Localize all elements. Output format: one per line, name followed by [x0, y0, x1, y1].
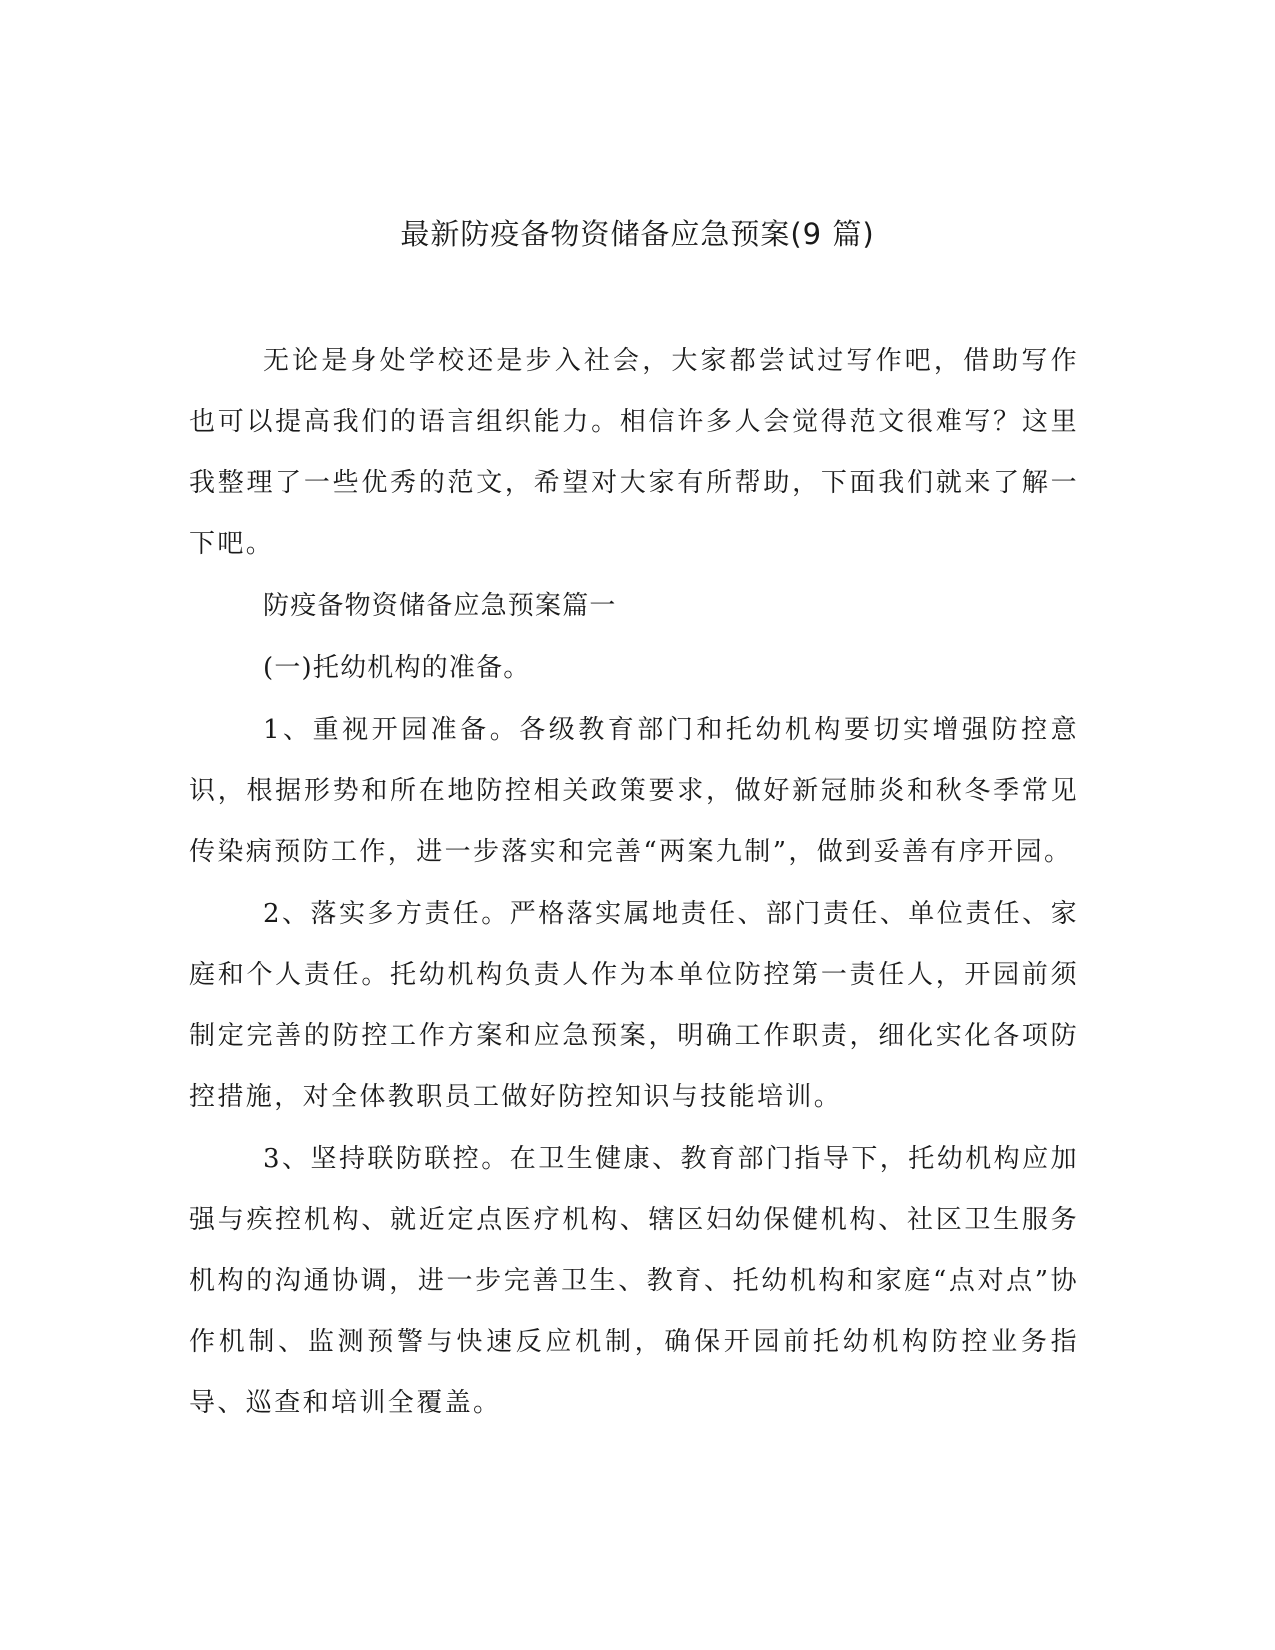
subsection-heading: (一)托幼机构的准备。 [263, 653, 531, 683]
list-paragraph: 3、坚持联防联控。在卫生健康、教育部门指导下，托幼机构应加强与疾控机构、就近定点医疗机构、辖区妇幼保健机构、社区卫生服务机构的沟通协调，进一步完善卫生、教育、托幼机构和家庭“点对点”协作机制、监测预警与快速反应机制，确保开园前托幼机构防控业务指导、巡查和培训全覆盖。 [189, 1144, 1079, 1418]
list-paragraph: 1、重视开园准备。各级教育部门和托幼机构要切实增强防控意识，根据形势和所在地防控相关政策要求，做好新冠肺炎和秋冬季常见传染病预防工作，进一步落实和完善“两案九制”，做到妥善有序开园。 [189, 715, 1079, 867]
list-paragraph: 2、落实多方责任。严格落实属地责任、部门责任、单位责任、家庭和个人责任。托幼机构负责人作为本单位防控第一责任人，开园前须制定完善的防控工作方案和应急预案，明确工作职责，细化实化各项防控措施，对全体教职员工做好防控知识与技能培训。 [189, 899, 1079, 1112]
document-body [189, 331, 1079, 1435]
section-heading: 防疫备物资储备应急预案篇一 [263, 591, 617, 621]
document-title: 最新防疫备物资储备应急预案(9 篇) [400, 217, 875, 251]
intro-paragraph: 无论是身处学校还是步入社会，大家都尝试过写作吧，借助写作也可以提高我们的语言组织能力。相信许多人会觉得范文很难写？这里我整理了一些优秀的范文，希望对大家有所帮助，下面我们就来了解一下吧。 [189, 346, 1079, 559]
